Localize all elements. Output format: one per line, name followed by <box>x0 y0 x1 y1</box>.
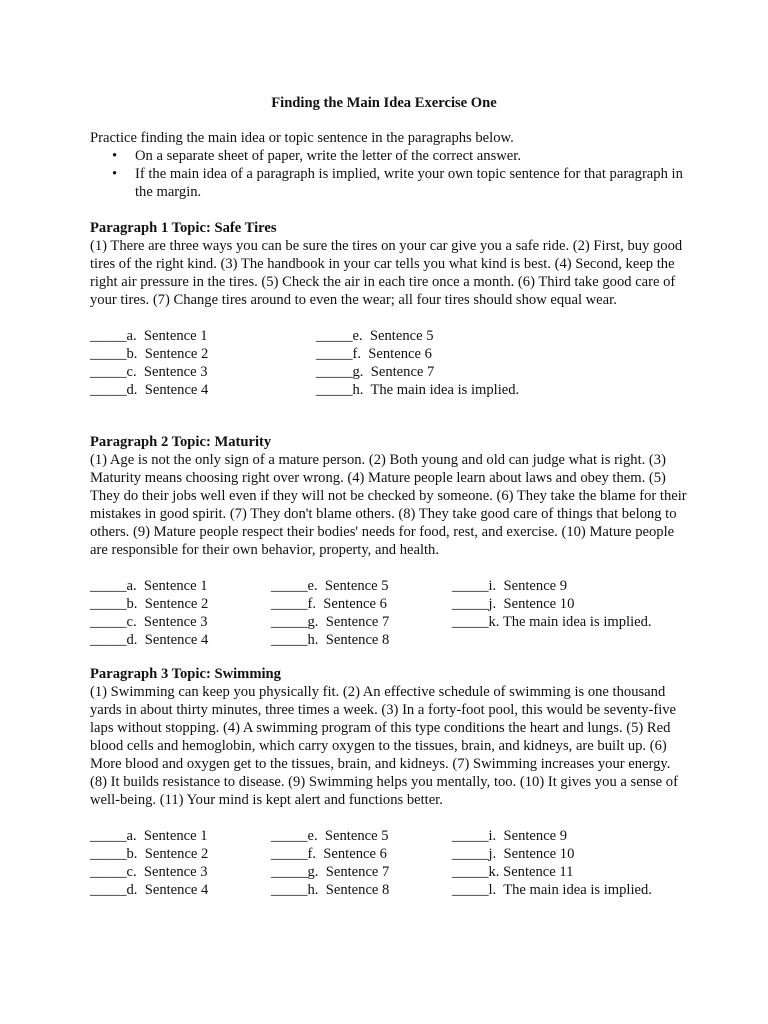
answer-choice: _____b. Sentence 2 <box>90 596 209 612</box>
answer-choice: _____d. Sentence 4 <box>90 882 209 898</box>
answer-choice: _____h. Sentence 8 <box>271 882 390 898</box>
choice-column <box>90 327 316 399</box>
answer-choice: _____i. Sentence 9 <box>452 578 568 594</box>
answer-choice: _____c. Sentence 3 <box>90 364 208 380</box>
answer-choice: _____e. Sentence 5 <box>271 578 389 594</box>
answer-choices <box>90 827 690 899</box>
paragraph-heading: Paragraph 1 Topic: Safe Tires <box>90 220 277 236</box>
paragraph-3-section <box>90 665 690 899</box>
answer-choices <box>90 577 690 649</box>
answer-choice: _____g. Sentence 7 <box>316 364 435 380</box>
answer-choice: _____c. Sentence 3 <box>90 864 208 880</box>
answer-choice: _____b. Sentence 2 <box>90 846 209 862</box>
answer-choice: _____b. Sentence 2 <box>90 346 209 362</box>
instruction-text: If the main idea of a paragraph is implied, write your own topic sentence for that paragraph in the margin. <box>135 166 683 200</box>
paragraph-text: (1) There are three ways you can be sure the tires on your car give you a safe ride. (2) First, buy good tires of the right kind. (3) The handbook in your car tells you what kind is best. (4) Second, keep the right air pressure in the tires. (5) Check the air in each tire once a month. (6) Third take good care of your tires. (7) Change tires around to even the wear; all four tires should show equal wear. <box>90 238 683 308</box>
answer-choice: _____c. Sentence 3 <box>90 614 208 630</box>
answer-choice: _____a. Sentence 1 <box>90 328 208 344</box>
answer-choice: _____i. Sentence 9 <box>452 828 568 844</box>
bullet-icon: • <box>112 148 118 164</box>
choice-column <box>271 827 452 899</box>
answer-choice: _____d. Sentence 4 <box>90 382 209 398</box>
choice-column <box>452 577 652 649</box>
choice-column <box>316 327 519 399</box>
paragraph-2-section <box>90 433 690 649</box>
instruction-item <box>90 165 690 201</box>
answer-choice: _____l. The main idea is implied. <box>452 882 652 898</box>
instruction-text: On a separate sheet of paper, write the letter of the correct answer. <box>135 148 521 164</box>
page-title: Finding the Main Idea Exercise One <box>271 95 497 111</box>
answer-choice: _____h. The main idea is implied. <box>316 382 520 398</box>
answer-choice: _____k. Sentence 11 <box>452 864 574 880</box>
answer-choice: _____f. Sentence 6 <box>316 346 432 362</box>
paragraph-heading: Paragraph 2 Topic: Maturity <box>90 434 272 450</box>
answer-choice: _____e. Sentence 5 <box>316 328 434 344</box>
answer-choice: _____j. Sentence 10 <box>452 846 575 862</box>
answer-choices <box>90 327 690 399</box>
answer-choice: _____h. Sentence 8 <box>271 632 390 648</box>
bullet-icon: • <box>112 166 118 182</box>
answer-choice: _____f. Sentence 6 <box>271 846 387 862</box>
choice-column <box>90 827 271 899</box>
answer-choice: _____f. Sentence 6 <box>271 596 387 612</box>
instruction-item <box>90 147 690 165</box>
paragraph-text: (1) Swimming can keep you physically fit. (2) An effective schedule of swimming is one thousand yards in about thirty minutes, three times a week. (3) In a forty-foot pool, this would be seventy-five laps without stopping. (4) A swimming program of this type conditions the heart and lungs. (5) Red blood cells and hemoglobin, which carry oxygen to the tissues, brain, and kidneys, are built up. (6) More blood and oxygen get to the tissues, brain, and kidneys. (7) Swimming increases your energy. (8) It builds resistance to disease. (9) Swimming helps you mentally, too. (10) It gives you a sense of well-being. (11) Your mind is kept alert and functions better. <box>90 684 678 808</box>
choice-column <box>452 827 652 899</box>
paragraph-text: (1) Age is not the only sign of a mature person. (2) Both young and old can judge what is right. (3) Maturity means choosing right over wrong. (4) Mature people learn about laws and obey them. (5) They do their jobs well even if they will not be checked by someone. (6) They take the blame for their mistakes in good spirit. (7) They don't blame others. (8) They take good care of things that belong to others. (9) Mature people respect their bodies' needs for food, rest, and exercise. (10) Mature people are responsible for their own behavior, property, and health. <box>90 452 687 558</box>
answer-choice: _____a. Sentence 1 <box>90 828 208 844</box>
answer-choice: _____g. Sentence 7 <box>271 614 390 630</box>
choice-column <box>90 577 271 649</box>
instructions <box>90 129 690 201</box>
answer-choice: _____g. Sentence 7 <box>271 864 390 880</box>
choice-column <box>271 577 452 649</box>
answer-choice: _____k. The main idea is implied. <box>452 614 652 630</box>
answer-choice: _____e. Sentence 5 <box>271 828 389 844</box>
answer-choice: _____j. Sentence 10 <box>452 596 575 612</box>
instructions-text: Practice finding the main idea or topic sentence in the paragraphs below. <box>90 130 514 146</box>
paragraph-1-section <box>90 219 690 399</box>
instructions-list <box>90 147 690 201</box>
answer-choice: _____d. Sentence 4 <box>90 632 209 648</box>
paragraph-heading: Paragraph 3 Topic: Swimming <box>90 666 281 682</box>
answer-choice: _____a. Sentence 1 <box>90 578 208 594</box>
